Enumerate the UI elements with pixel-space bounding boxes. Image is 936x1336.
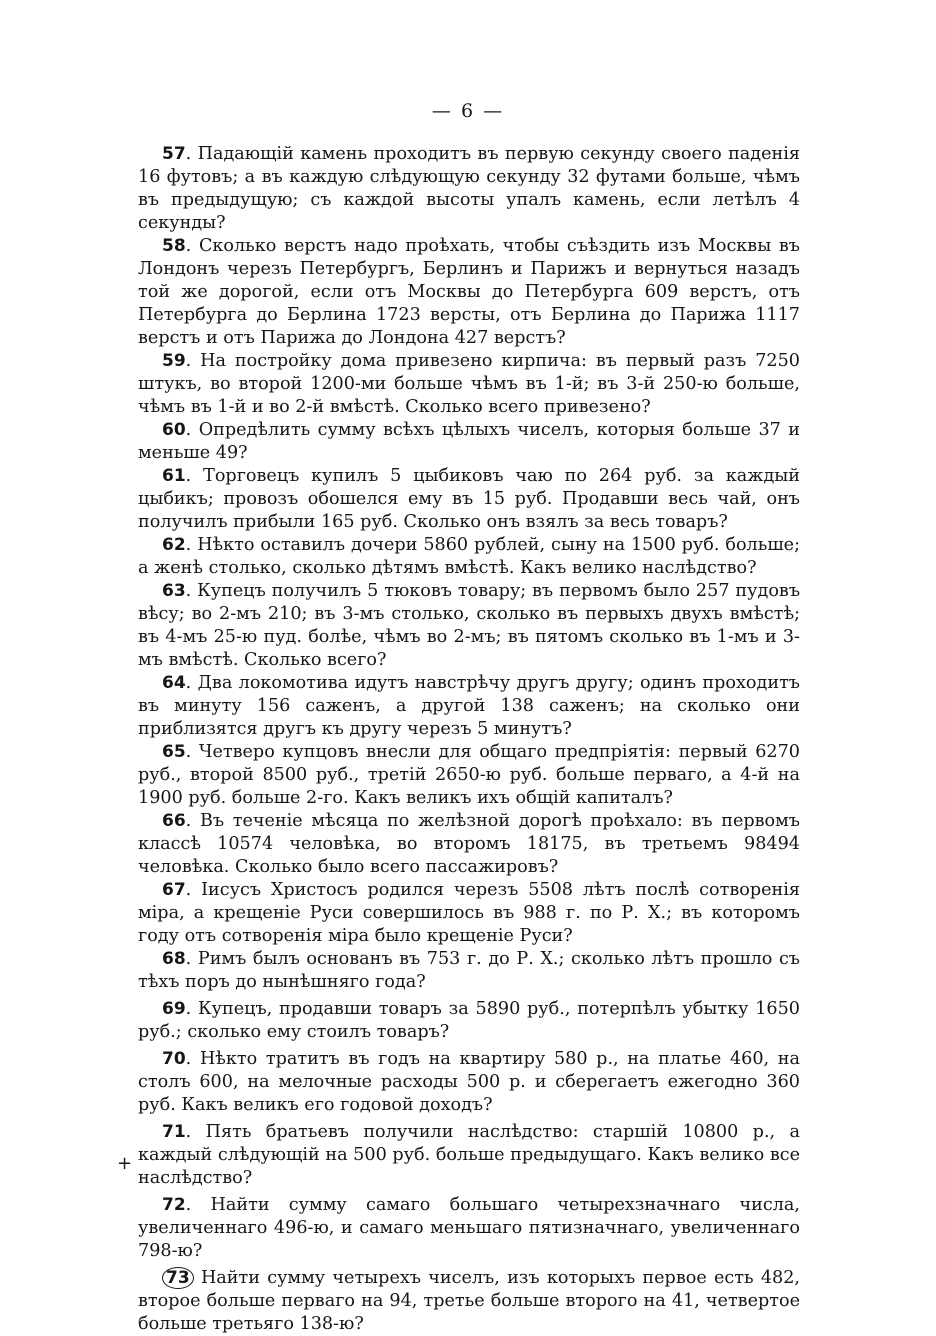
problem-number: 63	[162, 581, 186, 601]
problem-57: 57. Падающій камень проходитъ въ первую секунду своего паденія 16 футовъ; а въ каждую слѣдующую секунду 32 футами больше, чѣмъ въ предыдущую; съ каждой высоты упалъ камень, если летѣлъ 4 секунды?	[138, 144, 800, 233]
problem-72: 72. Найти сумму самаго большаго четырехзначнаго числа, увеличеннаго 496-ю, и самаго меньшаго пятизначнаго, увеличеннаго 798-ю?	[138, 1195, 800, 1261]
problem-text: Римъ былъ основанъ въ 753 г. до Р. Х.; сколько лѣтъ прошло съ тѣхъ поръ до нынѣшняго года?	[138, 949, 800, 992]
problem-number: 72	[162, 1195, 186, 1215]
problem-71: 71. Пять братьевъ получили наслѣдство: старшій 10800 р., а каждый слѣдующій на 500 руб. больше предыдущаго. Какъ велико все наслѣдство?	[138, 1122, 800, 1188]
problem-63: 63. Купецъ получилъ 5 тюковъ товару; въ первомъ было 257 пудовъ вѣсу; во 2-мъ 210; въ 3-мъ столько, сколько въ первыхъ двухъ вмѣстѣ; въ 4-мъ 25-ю пуд. болѣе, чѣмъ во 2-мъ; въ пятомъ сколько въ 1-мъ и 3-мъ вмѣстѣ. Сколько всего?	[138, 581, 801, 670]
problem-number: 69	[162, 999, 186, 1019]
problem-number: 67	[162, 880, 186, 900]
problem-text: Найти сумму самаго большаго четырехзначнаго числа, увеличеннаго 496-ю, и самаго меньшаго пятизначнаго, увеличеннаго 798-ю?	[138, 1195, 800, 1261]
problem-73	[138, 1267, 800, 1336]
problem-text: Сколько верстъ надо проѣхать, чтобы съѣздить изъ Москвы въ Лондонъ черезъ Петербургъ, Берлинъ и Парижъ и вернуться назадъ той же дорогой, если отъ Москвы до Петербурга 609 верстъ, отъ Петербурга до Берлина 1723 версты, отъ Берлина до Парижа 1117 верстъ и отъ Парижа до Лондона 427 верстъ?	[138, 236, 800, 348]
problem-number: 64	[162, 673, 186, 693]
problem-text: Найти сумму четырехъ чиселъ, изъ которыхъ первое есть 482, второе больше перваго на 94, третье больше второго на 41, четвертое больше третьяго 138-ю?	[138, 1268, 800, 1334]
problem-70: 70. Нѣкто тратитъ въ годъ на квартиру 580 р., на платье 460, на столъ 600, на мелочные расходы 500 р. и сберегаетъ ежегодно 360 руб. Какъ великъ его годовой доходъ?	[138, 1049, 801, 1115]
problem-list	[138, 143, 800, 1336]
handwritten-margin-mark: +	[117, 1153, 133, 1174]
problem-text: Четверо купцовъ внесли для общаго предпріятія: первый 6270 руб., второй 8500 руб., третій 2650-ю руб. больше перваго, а 4-й на 1900 руб. больше 2-го. Какъ великъ ихъ общій капиталъ?	[138, 742, 800, 808]
problem-number: 59	[162, 351, 186, 371]
problem-61: 61. Торговецъ купилъ 5 цыбиковъ чаю по 264 руб. за каждый цыбикъ; провозъ обошелся ему въ 15 руб. Продавши весь чай, онъ получилъ прибыли 165 руб. Сколько онъ взялъ за весь товаръ?	[138, 466, 801, 532]
problem-68: 68. Римъ былъ основанъ въ 753 г. до Р. Х.; сколько лѣтъ прошло съ тѣхъ поръ до нынѣшняго года?	[138, 949, 800, 992]
problem-number: 58	[162, 236, 186, 256]
problem-number: 60	[162, 420, 186, 440]
problem-67: 67. Іисусъ Христосъ родился черезъ 5508 лѣтъ послѣ сотворенія міра, а крещеніе Руси совершилось въ 988 г. по Р. Х.; въ которомъ году отъ сотворенія міра было крещеніе Руси?	[138, 880, 800, 946]
problem-text: Падающій камень проходитъ въ первую секунду своего паденія 16 футовъ; а въ каждую слѣдующую секунду 32 футами больше, чѣмъ въ предыдущую; съ каждой высоты упалъ камень, если летѣлъ 4 секунды?	[138, 144, 800, 233]
problem-text: Два локомотива идутъ навстрѣчу другъ другу; одинъ проходитъ въ минуту 156 саженъ, а другой 138 саженъ; на сколько они приблизятся другъ къ другу черезъ 5 минутъ?	[138, 673, 800, 739]
problem-59: 59. На постройку дома привезено кирпича: въ первый разъ 7250 штукъ, во второй 1200-ми больше чѣмъ въ 1-й; въ 3-й 250-ю больше, чѣмъ въ 1-й и во 2-й вмѣстѣ. Сколько всего привезено?	[138, 351, 800, 417]
problem-text: Купецъ получилъ 5 тюковъ товару; въ первомъ было 257 пудовъ вѣсу; во 2-мъ 210; въ 3-мъ столько, сколько въ первыхъ двухъ вмѣстѣ; въ 4-мъ 25-ю пуд. болѣе, чѣмъ во 2-мъ; въ пятомъ сколько въ 1-мъ и 3-мъ вмѣстѣ. Сколько всего?	[138, 581, 801, 670]
problem-number-circled: 73	[162, 1267, 194, 1289]
problem-number: 57	[162, 144, 186, 164]
problem-65: 65. Четверо купцовъ внесли для общаго предпріятія: первый 6270 руб., второй 8500 руб., третій 2650-ю руб. больше перваго, а 4-й на 1900 руб. больше 2-го. Какъ великъ ихъ общій капиталъ?	[138, 742, 800, 808]
problem-number: 66	[162, 811, 186, 831]
problem-text: Іисусъ Христосъ родился черезъ 5508 лѣтъ послѣ сотворенія міра, а крещеніе Руси совершилось въ 988 г. по Р. Х.; въ которомъ году отъ сотворенія міра было крещеніе Руси?	[138, 880, 800, 946]
problem-text: Торговецъ купилъ 5 цыбиковъ чаю по 264 руб. за каждый цыбикъ; провозъ обошелся ему въ 15 руб. Продавши весь чай, онъ получилъ прибыли 165 руб. Сколько онъ взялъ за весь товаръ?	[138, 466, 801, 532]
problem-number: 68	[162, 949, 186, 969]
problem-number: 61	[162, 466, 186, 486]
problem-58: 58. Сколько верстъ надо проѣхать, чтобы съѣздить изъ Москвы въ Лондонъ черезъ Петербургъ, Берлинъ и Парижъ и вернуться назадъ той же дорогой, если отъ Москвы до Петербурга 609 верстъ, отъ Петербурга до Берлина 1723 версты, отъ Берлина до Парижа 1117 верстъ и отъ Парижа до Лондона 427 верстъ?	[138, 236, 800, 348]
page-number: — 6 —	[431, 100, 505, 122]
problem-number: 71	[162, 1122, 186, 1142]
problem-number: 65	[162, 742, 186, 762]
problem-64: 64. Два локомотива идутъ навстрѣчу другъ другу; одинъ проходитъ въ минуту 156 саженъ, а другой 138 саженъ; на сколько они приблизятся другъ къ другу черезъ 5 минутъ?	[138, 673, 800, 739]
problem-text: Пять братьевъ получили наслѣдство: старшій 10800 р., а каждый слѣдующій на 500 руб. больше предыдущаго. Какъ велико все наслѣдство?	[138, 1122, 800, 1188]
problem-text: На постройку дома привезено кирпича: въ первый разъ 7250 штукъ, во второй 1200-ми больше чѣмъ въ 1-й; въ 3-й 250-ю больше, чѣмъ въ 1-й и во 2-й вмѣстѣ. Сколько всего привезено?	[138, 351, 800, 417]
problem-60: 60. Опредѣлить сумму всѣхъ цѣлыхъ чиселъ, которыя больше 37 и меньше 49?	[138, 420, 800, 463]
problem-text: Нѣкто оставилъ дочери 5860 рублей, сыну на 1500 руб. больше; а женѣ столько, сколько дѣтямъ вмѣстѣ. Какъ велико наслѣдство?	[138, 535, 801, 578]
problem-number: 70	[162, 1049, 186, 1069]
problem-text: Въ теченіе мѣсяца по желѣзной дорогѣ проѣхало: въ первомъ классѣ 10574 человѣка, во второмъ 18175, въ третьемъ 98494 человѣка. Сколько было всего пассажировъ?	[138, 811, 800, 877]
problem-62: 62. Нѣкто оставилъ дочери 5860 рублей, сыну на 1500 руб. больше; а женѣ столько, сколько дѣтямъ вмѣстѣ. Какъ велико наслѣдство?	[138, 535, 801, 578]
problem-69: 69. Купецъ, продавши товаръ за 5890 руб., потерпѣлъ убытку 1650 руб.; сколько ему стоилъ товаръ?	[138, 999, 800, 1042]
problem-number: 62	[162, 535, 186, 555]
problem-text: Нѣкто тратитъ въ годъ на квартиру 580 р., на платье 460, на столъ 600, на мелочные расходы 500 р. и сберегаетъ ежегодно 360 руб. Какъ великъ его годовой доходъ?	[138, 1049, 801, 1115]
problem-66: 66. Въ теченіе мѣсяца по желѣзной дорогѣ проѣхало: въ первомъ классѣ 10574 человѣка, во второмъ 18175, въ третьемъ 98494 человѣка. Сколько было всего пассажировъ?	[138, 811, 800, 877]
problem-text: Купецъ, продавши товаръ за 5890 руб., потерпѣлъ убытку 1650 руб.; сколько ему стоилъ товаръ?	[138, 999, 800, 1042]
problem-text: Опредѣлить сумму всѣхъ цѣлыхъ чиселъ, которыя больше 37 и меньше 49?	[138, 420, 800, 463]
